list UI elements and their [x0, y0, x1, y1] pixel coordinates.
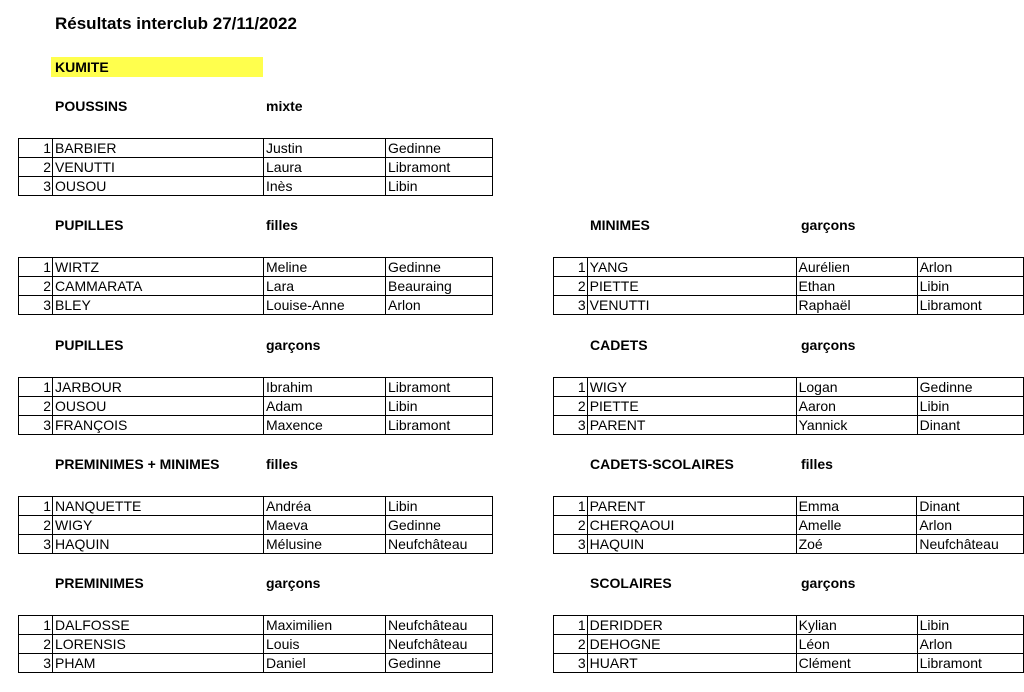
- rank-cell: 1: [19, 378, 53, 397]
- first-name-cell: Aurélien: [796, 258, 917, 277]
- last-name-cell: DEHOGNE: [587, 635, 796, 654]
- first-name-cell: Louise-Anne: [264, 296, 386, 315]
- first-name-cell: Aaron: [796, 397, 917, 416]
- club-cell: Neufchâteau: [386, 535, 493, 554]
- rank-cell: 3: [554, 535, 588, 554]
- table-row: [19, 296, 493, 315]
- club-cell: Libramont: [386, 416, 493, 435]
- first-name-cell: Maxence: [264, 416, 386, 435]
- table-row: [554, 654, 1024, 673]
- table-row: [19, 635, 493, 654]
- last-name-cell: VENUTTI: [587, 296, 796, 315]
- club-cell: Gedinne: [386, 258, 493, 277]
- rank-cell: 3: [19, 654, 53, 673]
- rank-cell: 1: [554, 258, 588, 277]
- results-table-pupilles-garcons: [18, 377, 493, 435]
- first-name-cell: Daniel: [264, 654, 386, 673]
- club-cell: Libramont: [917, 654, 1023, 673]
- results-table-scolaires-garcons: [553, 615, 1024, 673]
- rank-cell: 1: [554, 616, 588, 635]
- category-heading-minimes-garcons: [590, 217, 1024, 237]
- last-name-cell: DALFOSSE: [53, 616, 264, 635]
- last-name-cell: YANG: [587, 258, 796, 277]
- table-row: [554, 516, 1024, 535]
- category-heading-poussins-mixte: [55, 98, 525, 118]
- first-name-cell: Andréa: [264, 497, 386, 516]
- category-name: PUPILLES: [55, 217, 124, 233]
- rank-cell: 2: [554, 397, 588, 416]
- table-row: [554, 635, 1024, 654]
- first-name-cell: Ibrahim: [264, 378, 386, 397]
- rank-cell: 2: [554, 635, 588, 654]
- rank-cell: 2: [554, 277, 588, 296]
- table-row: [19, 497, 493, 516]
- category-name: CADETS-SCOLAIRES: [590, 456, 734, 472]
- table-row: [554, 296, 1024, 315]
- table-row: [19, 378, 493, 397]
- first-name-cell: Inès: [264, 177, 386, 196]
- category-gender: filles: [266, 456, 298, 472]
- table-row: [19, 616, 493, 635]
- club-cell: Libin: [917, 616, 1023, 635]
- last-name-cell: WIGY: [53, 516, 264, 535]
- first-name-cell: Yannick: [796, 416, 917, 435]
- rank-cell: 3: [19, 296, 53, 315]
- club-cell: Arlon: [386, 296, 493, 315]
- category-heading-scolaires-garcons: [590, 575, 1024, 595]
- last-name-cell: BLEY: [53, 296, 264, 315]
- club-cell: Neufchâteau: [917, 535, 1024, 554]
- first-name-cell: Raphaël: [796, 296, 917, 315]
- category-name: MINIMES: [590, 217, 650, 233]
- section-label-kumite: KUMITE: [51, 57, 263, 77]
- results-table-poussins-mixte: [18, 138, 493, 196]
- rank-cell: 1: [19, 497, 53, 516]
- rank-cell: 2: [19, 516, 53, 535]
- last-name-cell: NANQUETTE: [53, 497, 264, 516]
- results-table-cadets-garcons: [553, 377, 1024, 435]
- results-table-preminimes-minimes-filles: [18, 496, 493, 554]
- club-cell: Beauraing: [386, 277, 493, 296]
- table-row: [554, 258, 1024, 277]
- club-cell: Dinant: [917, 416, 1023, 435]
- category-gender: garçons: [801, 337, 856, 353]
- last-name-cell: OUSOU: [53, 177, 264, 196]
- first-name-cell: Laura: [264, 158, 386, 177]
- page-title: Résultats interclub 27/11/2022: [55, 14, 297, 33]
- last-name-cell: CAMMARATA: [53, 277, 264, 296]
- rank-cell: 2: [19, 277, 53, 296]
- category-heading-cadets-scolaires-filles: [590, 456, 1024, 476]
- last-name-cell: PARENT: [587, 497, 796, 516]
- club-cell: Neufchâteau: [386, 635, 493, 654]
- last-name-cell: PIETTE: [587, 397, 796, 416]
- last-name-cell: HUART: [587, 654, 796, 673]
- first-name-cell: Kylian: [796, 616, 917, 635]
- last-name-cell: WIGY: [587, 378, 796, 397]
- last-name-cell: PHAM: [53, 654, 264, 673]
- rank-cell: 3: [554, 416, 588, 435]
- last-name-cell: DERIDDER: [587, 616, 796, 635]
- rank-cell: 1: [554, 378, 588, 397]
- club-cell: Libramont: [386, 378, 493, 397]
- category-heading-preminimes-minimes-filles: [55, 456, 525, 476]
- rank-cell: 2: [19, 158, 53, 177]
- category-gender: garçons: [801, 217, 856, 233]
- club-cell: Dinant: [917, 497, 1024, 516]
- club-cell: Libin: [917, 397, 1023, 416]
- category-gender: filles: [266, 217, 298, 233]
- last-name-cell: PARENT: [587, 416, 796, 435]
- last-name-cell: HAQUIN: [587, 535, 796, 554]
- category-heading-pupilles-garcons: [55, 337, 525, 357]
- results-table-pupilles-filles: [18, 257, 493, 315]
- last-name-cell: LORENSIS: [53, 635, 264, 654]
- table-row: [554, 535, 1024, 554]
- category-name: CADETS: [590, 337, 648, 353]
- club-cell: Gedinne: [917, 378, 1023, 397]
- table-row: [19, 397, 493, 416]
- last-name-cell: WIRTZ: [53, 258, 264, 277]
- first-name-cell: Mélusine: [264, 535, 386, 554]
- category-gender: garçons: [801, 575, 856, 591]
- table-row: [554, 497, 1024, 516]
- club-cell: Libramont: [386, 158, 493, 177]
- category-name: PREMINIMES + MINIMES: [55, 456, 220, 472]
- first-name-cell: Maeva: [264, 516, 386, 535]
- first-name-cell: Clément: [796, 654, 917, 673]
- club-cell: Gedinne: [386, 139, 493, 158]
- club-cell: Libin: [386, 177, 493, 196]
- club-cell: Arlon: [917, 516, 1024, 535]
- club-cell: Neufchâteau: [386, 616, 493, 635]
- first-name-cell: Emma: [796, 497, 917, 516]
- category-gender: mixte: [266, 98, 303, 114]
- category-name: PUPILLES: [55, 337, 124, 353]
- category-gender: garçons: [266, 337, 321, 353]
- club-cell: Libin: [386, 497, 493, 516]
- table-row: [554, 378, 1024, 397]
- category-name: SCOLAIRES: [590, 575, 672, 591]
- table-row: [554, 277, 1024, 296]
- category-heading-cadets-garcons: [590, 337, 1024, 357]
- table-row: [554, 616, 1024, 635]
- table-row: [19, 139, 493, 158]
- rank-cell: 1: [19, 139, 53, 158]
- rank-cell: 3: [554, 296, 588, 315]
- first-name-cell: Amelle: [796, 516, 917, 535]
- table-row: [19, 654, 493, 673]
- table-row: [19, 277, 493, 296]
- rank-cell: 1: [19, 258, 53, 277]
- category-name: POUSSINS: [55, 98, 128, 114]
- rank-cell: 3: [19, 535, 53, 554]
- first-name-cell: Justin: [264, 139, 386, 158]
- table-row: [19, 416, 493, 435]
- rank-cell: 2: [19, 397, 53, 416]
- rank-cell: 1: [19, 616, 53, 635]
- category-name: PREMINIMES: [55, 575, 144, 591]
- first-name-cell: Zoé: [796, 535, 917, 554]
- rank-cell: 3: [554, 654, 588, 673]
- last-name-cell: BARBIER: [53, 139, 264, 158]
- club-cell: Libin: [917, 277, 1023, 296]
- last-name-cell: OUSOU: [53, 397, 264, 416]
- club-cell: Gedinne: [386, 516, 493, 535]
- rank-cell: 2: [554, 516, 588, 535]
- first-name-cell: Lara: [264, 277, 386, 296]
- category-gender: filles: [801, 456, 833, 472]
- table-row: [554, 416, 1024, 435]
- last-name-cell: FRANÇOIS: [53, 416, 264, 435]
- first-name-cell: Adam: [264, 397, 386, 416]
- last-name-cell: VENUTTI: [53, 158, 264, 177]
- table-row: [19, 258, 493, 277]
- last-name-cell: PIETTE: [587, 277, 796, 296]
- results-table-cadets-scolaires-filles: [553, 496, 1024, 554]
- rank-cell: 3: [19, 177, 53, 196]
- last-name-cell: JARBOUR: [53, 378, 264, 397]
- category-heading-pupilles-filles: [55, 217, 525, 237]
- rank-cell: 2: [19, 635, 53, 654]
- first-name-cell: Meline: [264, 258, 386, 277]
- first-name-cell: Maximilien: [264, 616, 386, 635]
- rank-cell: 3: [19, 416, 53, 435]
- table-row: [554, 397, 1024, 416]
- category-gender: garçons: [266, 575, 321, 591]
- club-cell: Arlon: [917, 635, 1023, 654]
- club-cell: Gedinne: [386, 654, 493, 673]
- table-row: [19, 535, 493, 554]
- last-name-cell: HAQUIN: [53, 535, 264, 554]
- table-row: [19, 516, 493, 535]
- rank-cell: 1: [554, 497, 588, 516]
- first-name-cell: Léon: [796, 635, 917, 654]
- club-cell: Arlon: [917, 258, 1023, 277]
- club-cell: Libin: [386, 397, 493, 416]
- results-table-preminimes-garcons: [18, 615, 493, 673]
- category-heading-preminimes-garcons: [55, 575, 525, 595]
- results-table-minimes-garcons: [553, 257, 1024, 315]
- table-row: [19, 158, 493, 177]
- first-name-cell: Louis: [264, 635, 386, 654]
- table-row: [19, 177, 493, 196]
- club-cell: Libramont: [917, 296, 1023, 315]
- first-name-cell: Ethan: [796, 277, 917, 296]
- first-name-cell: Logan: [796, 378, 917, 397]
- last-name-cell: CHERQAOUI: [587, 516, 796, 535]
